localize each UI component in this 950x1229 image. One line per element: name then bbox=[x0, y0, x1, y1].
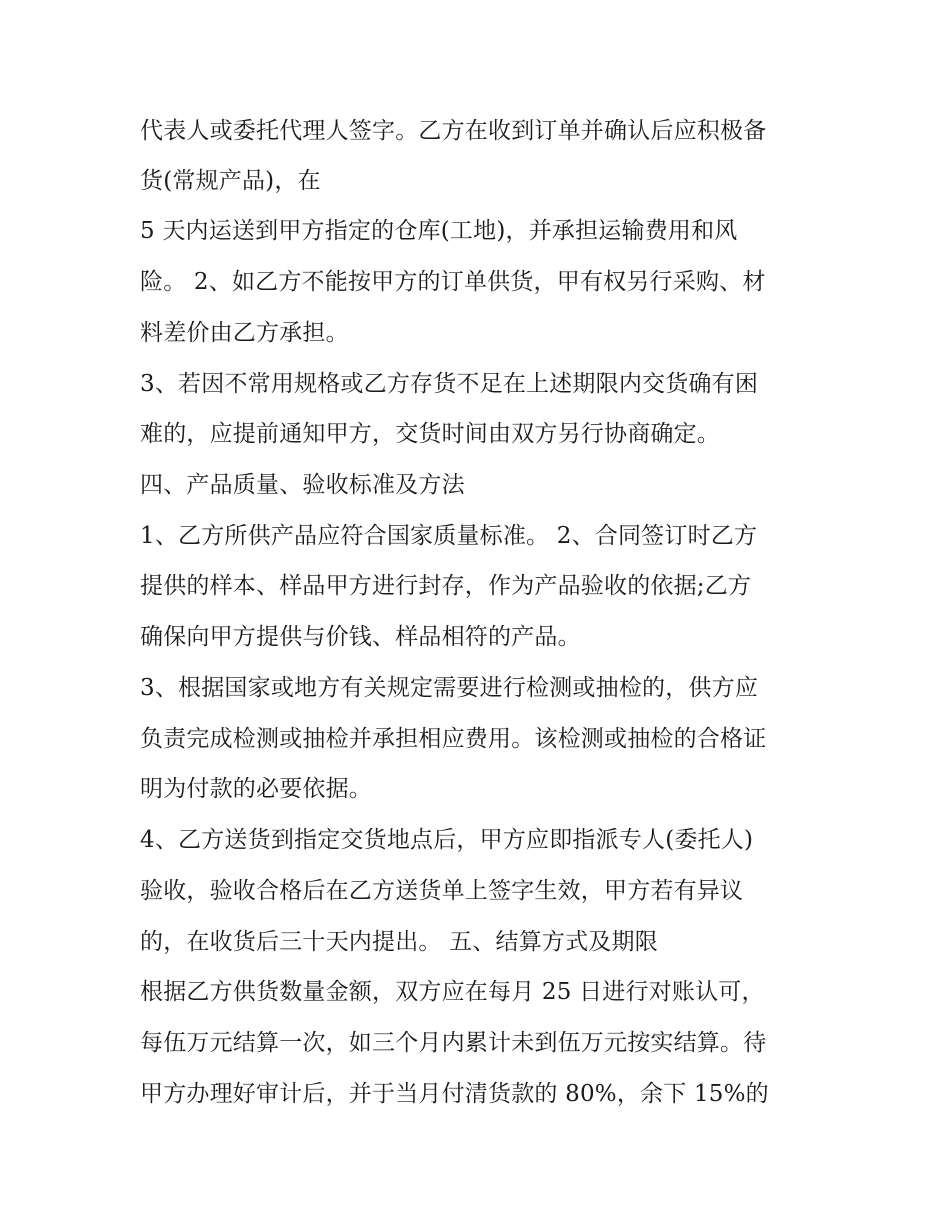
text-line: 1、乙方所供产品应符合国家质量标准。 2、合同签订时乙方 bbox=[140, 523, 758, 549]
text-line: 根据乙方供货数量金额，双方应在每月 25 日进行对账认可， bbox=[140, 979, 765, 1005]
text-line: 料差价由乙方承担。 bbox=[140, 320, 349, 346]
text-line: 5 天内运送到甲方指定的仓库(工地)，并承担运输费用和风 bbox=[140, 218, 738, 244]
text-line: 3、根据国家或地方有关规定需要进行检测或抽检的，供方应 bbox=[140, 675, 759, 701]
text-line: 4、乙方送货到指定交货地点后，甲方应即指派专人(委托人) bbox=[140, 827, 754, 853]
text-line: 难的，应提前通知甲方，交货时间由双方另行协商确定。 bbox=[140, 421, 720, 447]
text-line: 代表人或委托代理人签字。乙方在收到订单并确认后应积极备 bbox=[140, 118, 767, 144]
text-line: 确保向甲方提供与价钱、样品相符的产品。 bbox=[140, 624, 581, 650]
text-line: 险。 2、如乙方不能按甲方的订单供货，甲有权另行采购、材 bbox=[140, 269, 766, 295]
text-line: 每伍万元结算一次，如三个月内累计未到伍万元按实结算。待 bbox=[140, 1030, 767, 1056]
text-line: 3、若因不常用规格或乙方存货不足在上述期限内交货确有困 bbox=[140, 371, 759, 397]
text-line: 负责完成检测或抽检并承担相应费用。该检测或抽检的合格证 bbox=[140, 726, 767, 752]
text-line: 甲方办理好审计后，并于当月付清货款的 80%，余下 15%的 bbox=[140, 1081, 769, 1107]
text-line: 验收，验收合格后在乙方送货单上签字生效，甲方若有异议 bbox=[140, 878, 744, 904]
text-line: 提供的样本、样品甲方进行封存，作为产品验收的依据;乙方 bbox=[140, 573, 752, 599]
section-heading: 四、产品质量、验收标准及方法 bbox=[140, 472, 465, 498]
text-line: 货(常规产品)，在 bbox=[140, 168, 321, 194]
text-line: 明为付款的必要依据。 bbox=[140, 776, 372, 802]
text-line: 的，在收货后三十天内提出。 五、结算方式及期限 bbox=[140, 929, 658, 955]
